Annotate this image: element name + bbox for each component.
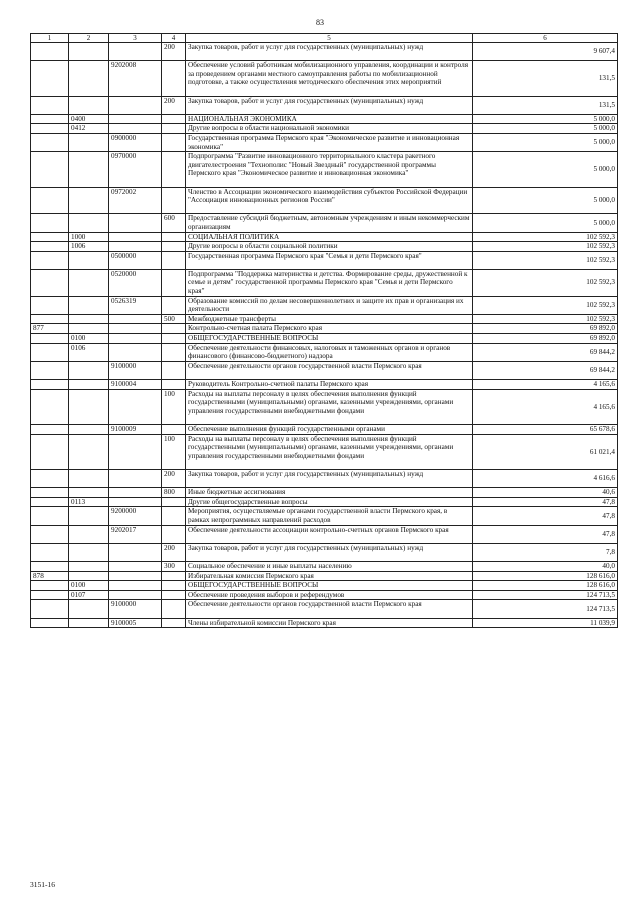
expense-type-code: 100 (162, 434, 186, 469)
expense-type-code (162, 425, 186, 435)
expense-type-code (162, 581, 186, 591)
section-code (69, 600, 109, 618)
expense-type-code (162, 242, 186, 252)
amount: 131,5 (473, 61, 618, 96)
table-row (31, 214, 618, 232)
section-code (69, 324, 109, 334)
ministry-code (31, 343, 69, 361)
table-row (31, 242, 618, 252)
table-row (31, 543, 618, 561)
ministry-code (31, 561, 69, 571)
target-item-code: 0900000 (109, 133, 162, 151)
item-name: Другие вопросы в области национальной экономики (186, 124, 473, 134)
expense-type-code (162, 251, 186, 269)
amount: 69 892,0 (473, 324, 618, 334)
expense-type-code (162, 232, 186, 242)
amount: 102 592,3 (473, 242, 618, 252)
target-item-code (109, 324, 162, 334)
expense-type-code: 500 (162, 314, 186, 324)
table-row (31, 425, 618, 435)
expense-type-code: 800 (162, 488, 186, 498)
amount: 124 713,5 (473, 590, 618, 600)
item-name: Обеспечение условий работникам мобилизационного управления, координации и контроля за проведением органами местного самоуправления работы по мобилизационной подготовке, а также осуществления методического обеспечения этих мероприятий (186, 61, 473, 96)
item-name: Обеспечение проведения выборов и референдумов (186, 590, 473, 600)
target-item-code: 9100005 (109, 618, 162, 628)
target-item-code (109, 590, 162, 600)
item-name: Другие вопросы в области социальной политики (186, 242, 473, 252)
item-name: НАЦИОНАЛЬНАЯ ЭКОНОМИКА (186, 114, 473, 124)
budget-table (30, 33, 618, 628)
item-name: Членство в Ассоциации экономического взаимодействия субъектов Российской Федерации "Ассоциация инновационных регионов России" (186, 187, 473, 214)
section-code (69, 187, 109, 214)
amount: 5 000,0 (473, 114, 618, 124)
expense-type-code (162, 296, 186, 314)
column-header-1: 1 (31, 34, 69, 43)
target-item-code (109, 114, 162, 124)
item-name: Мероприятия, осуществляемые органами государственной власти Пермского края, в рамках непрограммных направлений расходов (186, 507, 473, 525)
section-code (69, 434, 109, 469)
target-item-code: 9100009 (109, 425, 162, 435)
ministry-code (31, 251, 69, 269)
header-row (31, 34, 618, 43)
section-code (69, 152, 109, 187)
item-name: Обеспечение выполнения функций государственными органами (186, 425, 473, 435)
target-item-code (109, 434, 162, 469)
item-name: Государственная программа Пермского края "Экономическое развитие и инновационная экономика" (186, 133, 473, 151)
ministry-code: 877 (31, 324, 69, 334)
item-name: Закупка товаров, работ и услуг для государственных (муниципальных) нужд (186, 43, 473, 61)
amount: 4 616,6 (473, 470, 618, 488)
target-item-code: 9100000 (109, 600, 162, 618)
target-item-code (109, 214, 162, 232)
item-name: Другие общегосударственные вопросы (186, 497, 473, 507)
ministry-code (31, 434, 69, 469)
amount: 5 000,0 (473, 187, 618, 214)
item-name: Обеспечение деятельности ассоциации контрольно-счетных органов Пермского края (186, 525, 473, 543)
item-name: Обеспечение деятельности финансовых, налоговых и таможенных органов и органов финансового (финансово-бюджетного) надзора (186, 343, 473, 361)
item-name: Закупка товаров, работ и услуг для государственных (муниципальных) нужд (186, 96, 473, 114)
ministry-code (31, 187, 69, 214)
amount: 9 607,4 (473, 43, 618, 61)
target-item-code: 9202017 (109, 525, 162, 543)
amount: 4 165,6 (473, 389, 618, 424)
amount: 47,8 (473, 497, 618, 507)
amount: 69 844,2 (473, 343, 618, 361)
ministry-code (31, 314, 69, 324)
expense-type-code (162, 61, 186, 96)
target-item-code: 9100004 (109, 380, 162, 390)
target-item-code (109, 389, 162, 424)
table-row (31, 334, 618, 344)
table-row (31, 296, 618, 314)
section-code (69, 525, 109, 543)
section-code (69, 314, 109, 324)
table-row (31, 114, 618, 124)
table-row (31, 434, 618, 469)
amount: 11 039,9 (473, 618, 618, 628)
amount: 102 592,3 (473, 296, 618, 314)
target-item-code (109, 581, 162, 591)
section-code (69, 543, 109, 561)
amount: 102 592,3 (473, 232, 618, 242)
section-code (69, 133, 109, 151)
item-name: Расходы на выплаты персоналу в целях обеспечения выполнения функций государственными (муниципальными) органами, казенными учреждениями, органами управления государственными внебюджетными фондами (186, 434, 473, 469)
ministry-code (31, 133, 69, 151)
item-name: Обеспечение деятельности органов государственной власти Пермского края (186, 361, 473, 379)
table-row (31, 389, 618, 424)
ministry-code (31, 497, 69, 507)
table-row (31, 470, 618, 488)
section-code: 1000 (69, 232, 109, 242)
item-name: Обеспечение деятельности органов государственной власти Пермского края (186, 600, 473, 618)
item-name: Государственная программа Пермского края "Семья и дети Пермского края" (186, 251, 473, 269)
ministry-code (31, 296, 69, 314)
table-row (31, 232, 618, 242)
section-code (69, 214, 109, 232)
section-code (69, 618, 109, 628)
table-row (31, 324, 618, 334)
table-row (31, 187, 618, 214)
section-code (69, 361, 109, 379)
table-row (31, 561, 618, 571)
target-item-code (109, 96, 162, 114)
target-item-code (109, 561, 162, 571)
page-number: 83 (316, 18, 324, 27)
expense-type-code (162, 525, 186, 543)
amount: 5 000,0 (473, 214, 618, 232)
item-name: Члены избирательной комиссии Пермского края (186, 618, 473, 628)
ministry-code (31, 525, 69, 543)
section-code: 0412 (69, 124, 109, 134)
expense-type-code (162, 187, 186, 214)
target-item-code (109, 488, 162, 498)
target-item-code (109, 242, 162, 252)
table-row (31, 251, 618, 269)
expense-type-code (162, 269, 186, 296)
table-row (31, 380, 618, 390)
ministry-code (31, 152, 69, 187)
expense-type-code (162, 618, 186, 628)
item-name: Контрольно-счетная палата Пермского края (186, 324, 473, 334)
target-item-code (109, 497, 162, 507)
table-row (31, 581, 618, 591)
item-name: Закупка товаров, работ и услуг для государственных (муниципальных) нужд (186, 543, 473, 561)
amount: 7,8 (473, 543, 618, 561)
ministry-code (31, 380, 69, 390)
target-item-code (109, 314, 162, 324)
target-item-code (109, 571, 162, 581)
footer-code: 3151-16 (30, 880, 55, 889)
ministry-code (31, 543, 69, 561)
table-row (31, 600, 618, 618)
section-code: 1006 (69, 242, 109, 252)
table-row (31, 525, 618, 543)
column-header-2: 2 (69, 34, 109, 43)
table-row (31, 61, 618, 96)
amount: 4 165,6 (473, 380, 618, 390)
ministry-code (31, 618, 69, 628)
ministry-code (31, 269, 69, 296)
expense-type-code (162, 152, 186, 187)
section-code (69, 488, 109, 498)
table-row (31, 314, 618, 324)
ministry-code (31, 590, 69, 600)
amount: 5 000,0 (473, 152, 618, 187)
expense-type-code (162, 324, 186, 334)
section-code (69, 380, 109, 390)
item-name: Иные бюджетные ассигнования (186, 488, 473, 498)
ministry-code (31, 96, 69, 114)
ministry-code (31, 43, 69, 61)
item-name: Закупка товаров, работ и услуг для государственных (муниципальных) нужд (186, 470, 473, 488)
section-code (69, 561, 109, 571)
ministry-code: 878 (31, 571, 69, 581)
ministry-code (31, 124, 69, 134)
expense-type-code: 200 (162, 470, 186, 488)
table-row (31, 488, 618, 498)
ministry-code (31, 114, 69, 124)
table-row (31, 497, 618, 507)
target-item-code (109, 343, 162, 361)
column-header-3: 3 (109, 34, 162, 43)
amount: 124 713,5 (473, 600, 618, 618)
target-item-code: 9202008 (109, 61, 162, 96)
amount: 131,5 (473, 96, 618, 114)
expense-type-code (162, 114, 186, 124)
item-name: Избирательная комиссия Пермского края (186, 571, 473, 581)
expense-type-code: 300 (162, 561, 186, 571)
target-item-code: 0972002 (109, 187, 162, 214)
target-item-code (109, 543, 162, 561)
section-code (69, 43, 109, 61)
target-item-code: 9100000 (109, 361, 162, 379)
target-item-code: 9200000 (109, 507, 162, 525)
item-name: Предоставление субсидий бюджетным, автономным учреждениям и иным некоммерческим организациям (186, 214, 473, 232)
section-code (69, 507, 109, 525)
expense-type-code (162, 361, 186, 379)
amount: 40,6 (473, 488, 618, 498)
table-body (31, 43, 618, 628)
amount: 128 616,0 (473, 581, 618, 591)
section-code: 0107 (69, 590, 109, 600)
expense-type-code: 200 (162, 543, 186, 561)
table-row (31, 269, 618, 296)
amount: 61 021,4 (473, 434, 618, 469)
ministry-code (31, 600, 69, 618)
table-row (31, 96, 618, 114)
section-code (69, 296, 109, 314)
table-row (31, 361, 618, 379)
ministry-code (31, 470, 69, 488)
amount: 47,8 (473, 507, 618, 525)
table-row (31, 571, 618, 581)
column-header-5: 5 (186, 34, 473, 43)
expense-type-code (162, 343, 186, 361)
section-code: 0100 (69, 334, 109, 344)
amount: 5 000,0 (473, 133, 618, 151)
table-row (31, 343, 618, 361)
expense-type-code (162, 497, 186, 507)
section-code: 0400 (69, 114, 109, 124)
ministry-code (31, 334, 69, 344)
amount: 40,0 (473, 561, 618, 571)
expense-type-code (162, 380, 186, 390)
expense-type-code (162, 124, 186, 134)
section-code (69, 96, 109, 114)
amount: 69 892,0 (473, 334, 618, 344)
item-name: Руководитель Контрольно-счетной палаты Пермского края (186, 380, 473, 390)
target-item-code: 0500000 (109, 251, 162, 269)
section-code (69, 389, 109, 424)
ministry-code (31, 61, 69, 96)
target-item-code (109, 43, 162, 61)
amount: 102 592,3 (473, 269, 618, 296)
item-name: Подпрограмма "Поддержка материнства и детства. Формирование среды, дружественной к семье и детям" государственной программы Пермского края "Семья и дети Пермского края" (186, 269, 473, 296)
ministry-code (31, 488, 69, 498)
target-item-code (109, 470, 162, 488)
section-code (69, 61, 109, 96)
item-name: ОБЩЕГОСУДАРСТВЕННЫЕ ВОПРОСЫ (186, 334, 473, 344)
amount: 102 592,3 (473, 251, 618, 269)
target-item-code: 0526319 (109, 296, 162, 314)
amount: 5 000,0 (473, 124, 618, 134)
expense-type-code: 200 (162, 96, 186, 114)
item-name: Социальное обеспечение и иные выплаты населению (186, 561, 473, 571)
expense-type-code: 100 (162, 389, 186, 424)
amount: 69 844,2 (473, 361, 618, 379)
target-item-code (109, 232, 162, 242)
ministry-code (31, 232, 69, 242)
section-code: 0100 (69, 581, 109, 591)
item-name: Образование комиссий по делам несовершеннолетних и защите их прав и организация их деятельности (186, 296, 473, 314)
item-name: Расходы на выплаты персоналу в целях обеспечения выполнения функций государственными (муниципальными) органами, казенными учреждениями, органами управления государственными внебюджетными фондами (186, 389, 473, 424)
table-row (31, 133, 618, 151)
target-item-code (109, 334, 162, 344)
expense-type-code: 600 (162, 214, 186, 232)
amount: 65 678,6 (473, 425, 618, 435)
column-header-4: 4 (162, 34, 186, 43)
table-row (31, 590, 618, 600)
section-code (69, 269, 109, 296)
expense-type-code (162, 133, 186, 151)
expense-type-code (162, 334, 186, 344)
table-row (31, 124, 618, 134)
ministry-code (31, 389, 69, 424)
expense-type-code: 200 (162, 43, 186, 61)
amount: 47,8 (473, 525, 618, 543)
target-item-code: 0970000 (109, 152, 162, 187)
section-code: 0113 (69, 497, 109, 507)
section-code (69, 251, 109, 269)
ministry-code (31, 581, 69, 591)
section-code (69, 571, 109, 581)
amount: 102 592,3 (473, 314, 618, 324)
expense-type-code (162, 507, 186, 525)
ministry-code (31, 425, 69, 435)
item-name: СОЦИАЛЬНАЯ ПОЛИТИКА (186, 232, 473, 242)
table-row (31, 618, 618, 628)
table-row (31, 507, 618, 525)
item-name: Подпрограмма "Развитие инновационного территориального кластера ракетного двигателестроения "Технополис "Новый Звездный" государственной программы Пермского края "Экономическое развитие и инновационная экономика" (186, 152, 473, 187)
column-header-6: 6 (473, 34, 618, 43)
ministry-code (31, 507, 69, 525)
ministry-code (31, 242, 69, 252)
section-code: 0106 (69, 343, 109, 361)
item-name: Межбюджетные трансферты (186, 314, 473, 324)
section-code (69, 470, 109, 488)
table-row (31, 43, 618, 61)
target-item-code: 0520000 (109, 269, 162, 296)
item-name: ОБЩЕГОСУДАРСТВЕННЫЕ ВОПРОСЫ (186, 581, 473, 591)
target-item-code (109, 124, 162, 134)
table-row (31, 152, 618, 187)
section-code (69, 425, 109, 435)
ministry-code (31, 361, 69, 379)
ministry-code (31, 214, 69, 232)
expense-type-code (162, 571, 186, 581)
expense-type-code (162, 600, 186, 618)
expense-type-code (162, 590, 186, 600)
amount: 128 616,0 (473, 571, 618, 581)
